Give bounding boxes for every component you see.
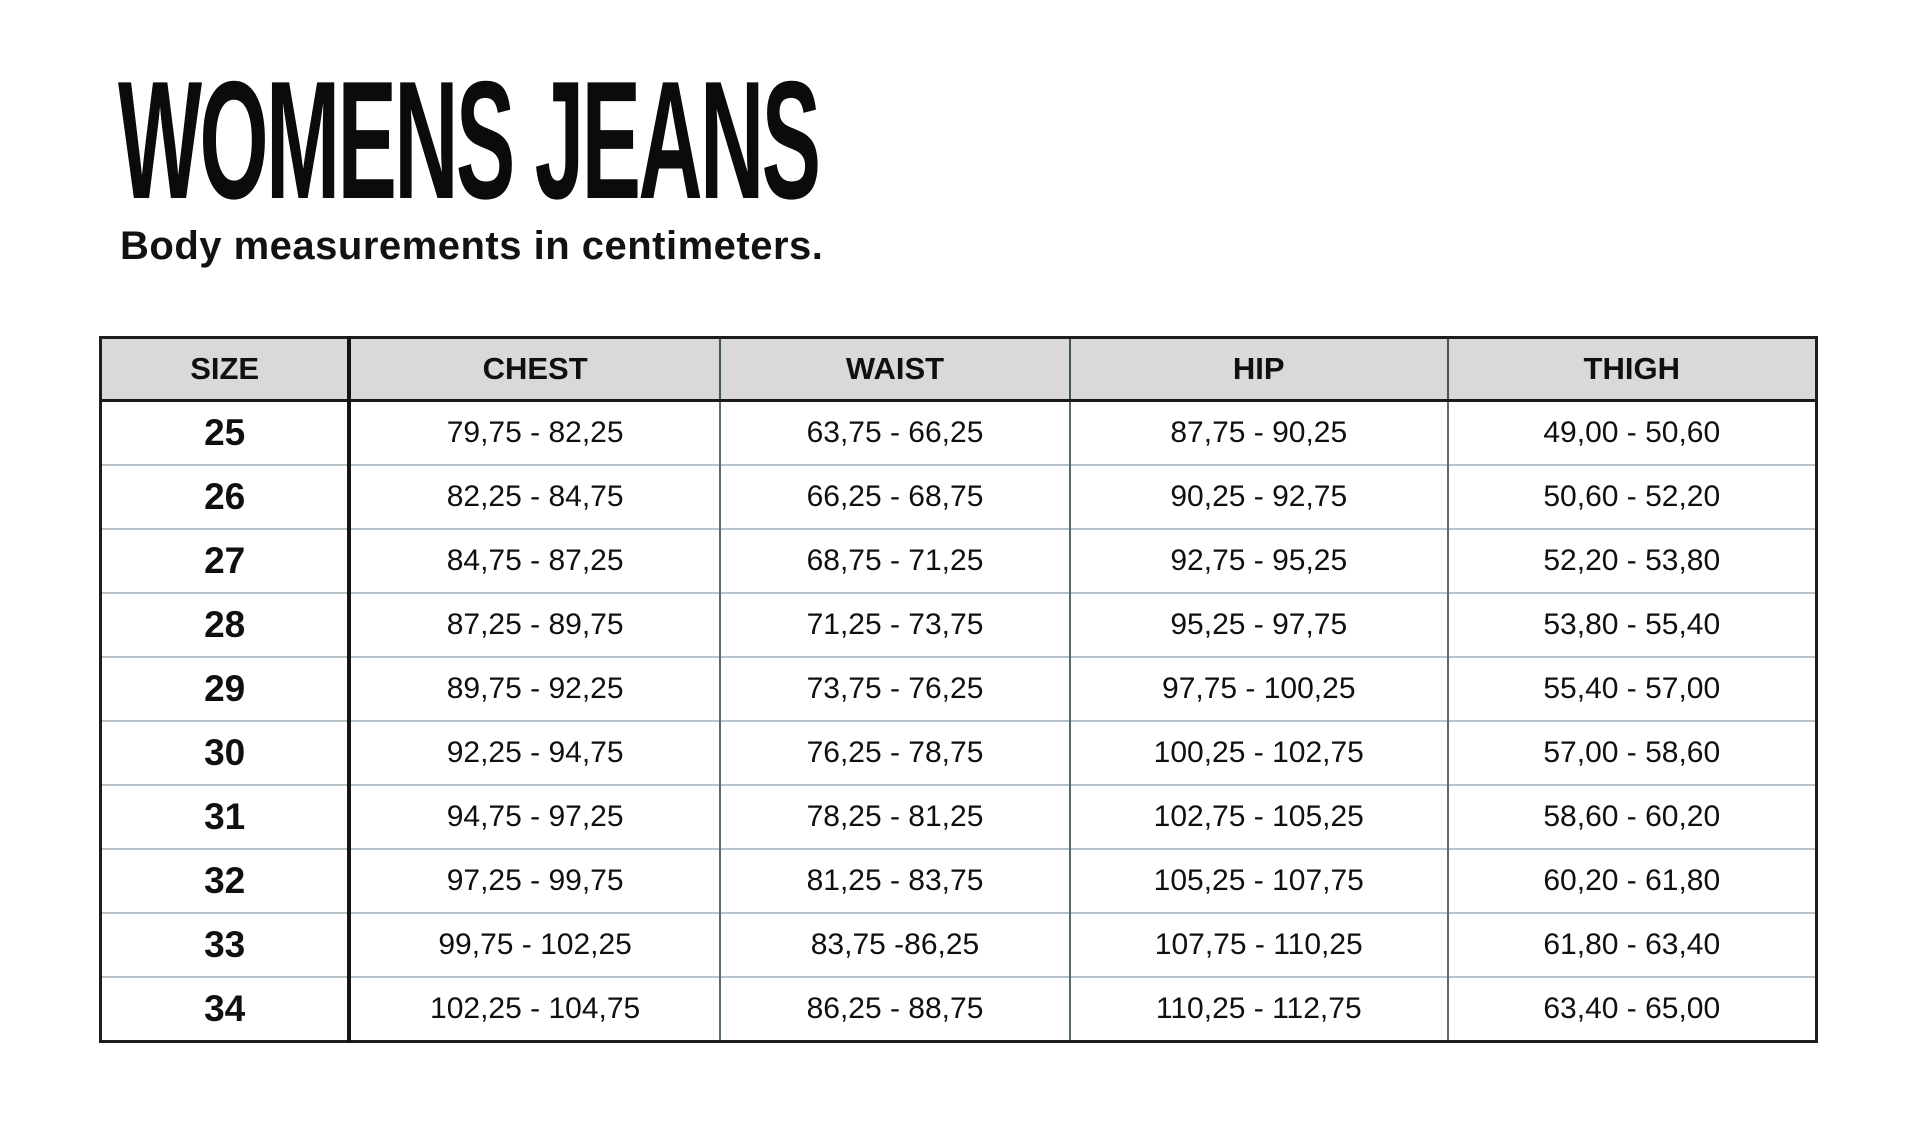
cell-chest: 82,25 - 84,75	[349, 465, 720, 529]
cell-waist: 81,25 - 83,75	[720, 849, 1070, 913]
cell-chest: 102,25 - 104,75	[349, 977, 720, 1042]
cell-waist: 66,25 - 68,75	[720, 465, 1070, 529]
cell-chest: 89,75 - 92,25	[349, 657, 720, 721]
table-row	[101, 849, 1817, 913]
cell-size: 32	[101, 849, 350, 913]
cell-size: 33	[101, 913, 350, 977]
cell-thigh: 58,60 - 60,20	[1448, 785, 1817, 849]
table-row	[101, 977, 1817, 1042]
cell-size: 29	[101, 657, 350, 721]
cell-chest: 87,25 - 89,75	[349, 593, 720, 657]
cell-chest: 92,25 - 94,75	[349, 721, 720, 785]
cell-size: 28	[101, 593, 350, 657]
column-header-chest: CHEST	[349, 338, 720, 401]
cell-hip: 92,75 - 95,25	[1070, 529, 1448, 593]
cell-thigh: 60,20 - 61,80	[1448, 849, 1817, 913]
table-row	[101, 913, 1817, 977]
cell-thigh: 63,40 - 65,00	[1448, 977, 1817, 1042]
cell-thigh: 61,80 - 63,40	[1448, 913, 1817, 977]
cell-chest: 99,75 - 102,25	[349, 913, 720, 977]
cell-size: 26	[101, 465, 350, 529]
cell-waist: 73,75 - 76,25	[720, 657, 1070, 721]
cell-waist: 83,75 -86,25	[720, 913, 1070, 977]
cell-size: 25	[101, 401, 350, 466]
cell-thigh: 52,20 - 53,80	[1448, 529, 1817, 593]
cell-waist: 78,25 - 81,25	[720, 785, 1070, 849]
cell-waist: 76,25 - 78,75	[720, 721, 1070, 785]
cell-chest: 97,25 - 99,75	[349, 849, 720, 913]
cell-waist: 86,25 - 88,75	[720, 977, 1070, 1042]
page-subtitle: Body measurements in centimeters.	[120, 224, 824, 268]
cell-hip: 102,75 - 105,25	[1070, 785, 1448, 849]
cell-hip: 100,25 - 102,75	[1070, 721, 1448, 785]
cell-thigh: 50,60 - 52,20	[1448, 465, 1817, 529]
cell-size: 31	[101, 785, 350, 849]
cell-thigh: 57,00 - 58,60	[1448, 721, 1817, 785]
cell-size: 30	[101, 721, 350, 785]
column-header-thigh: THIGH	[1448, 338, 1817, 401]
page-title: WOMENS JEANS	[118, 46, 819, 234]
cell-hip: 90,25 - 92,75	[1070, 465, 1448, 529]
cell-waist: 68,75 - 71,25	[720, 529, 1070, 593]
cell-waist: 63,75 - 66,25	[720, 401, 1070, 466]
header-row	[101, 338, 1817, 401]
table-row	[101, 401, 1817, 466]
cell-hip: 95,25 - 97,75	[1070, 593, 1448, 657]
cell-hip: 87,75 - 90,25	[1070, 401, 1448, 466]
column-header-waist: WAIST	[720, 338, 1070, 401]
cell-thigh: 49,00 - 50,60	[1448, 401, 1817, 466]
cell-hip: 110,25 - 112,75	[1070, 977, 1448, 1042]
column-header-hip: HIP	[1070, 338, 1448, 401]
cell-thigh: 53,80 - 55,40	[1448, 593, 1817, 657]
table-row	[101, 465, 1817, 529]
table-row	[101, 593, 1817, 657]
size-chart-table	[99, 336, 1818, 1043]
cell-chest: 84,75 - 87,25	[349, 529, 720, 593]
table-row	[101, 657, 1817, 721]
cell-thigh: 55,40 - 57,00	[1448, 657, 1817, 721]
cell-chest: 79,75 - 82,25	[349, 401, 720, 466]
cell-hip: 107,75 - 110,25	[1070, 913, 1448, 977]
table-row	[101, 529, 1817, 593]
table-body	[101, 401, 1817, 1042]
cell-chest: 94,75 - 97,25	[349, 785, 720, 849]
cell-waist: 71,25 - 73,75	[720, 593, 1070, 657]
column-header-size: SIZE	[101, 338, 350, 401]
table-row	[101, 721, 1817, 785]
table-row	[101, 785, 1817, 849]
table-header	[101, 338, 1817, 401]
cell-size: 27	[101, 529, 350, 593]
cell-size: 34	[101, 977, 350, 1042]
cell-hip: 97,75 - 100,25	[1070, 657, 1448, 721]
cell-hip: 105,25 - 107,75	[1070, 849, 1448, 913]
